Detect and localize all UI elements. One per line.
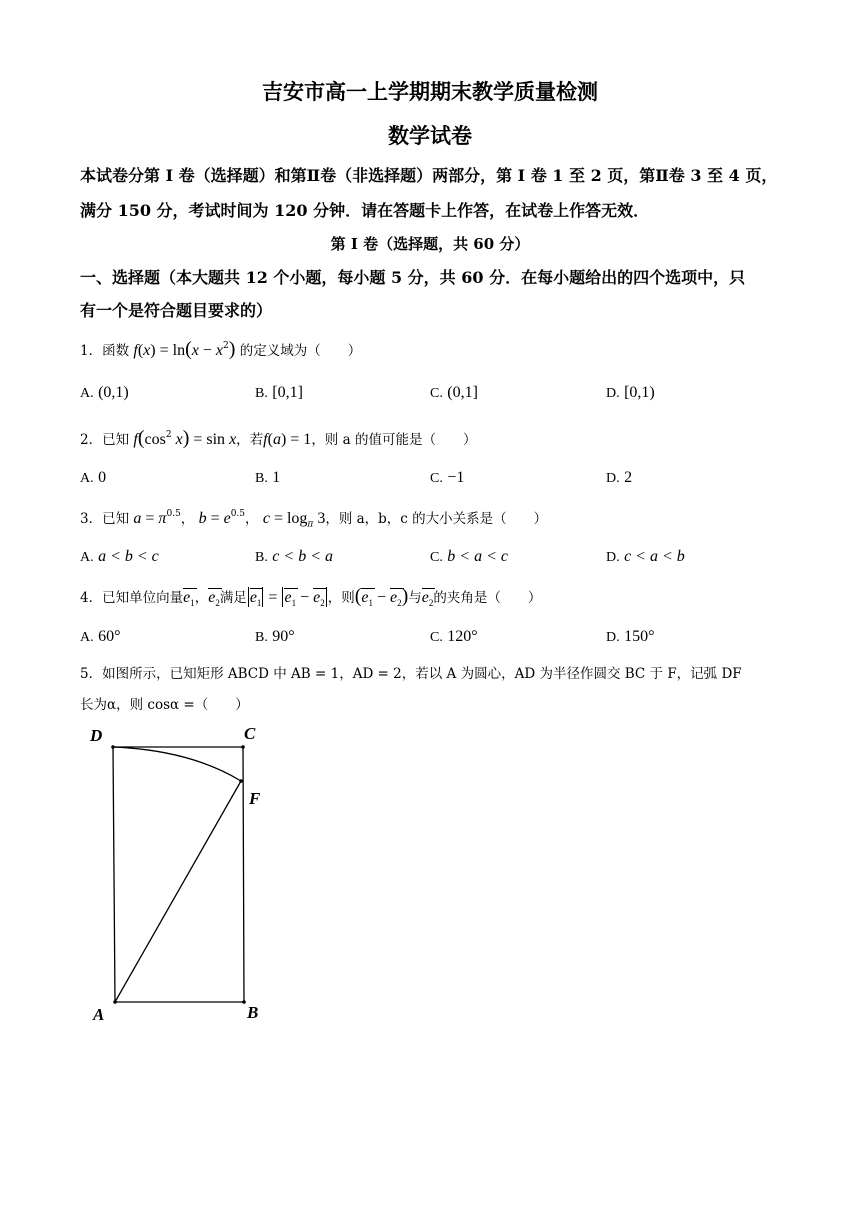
question-2-option-b[interactable]: B. 1	[255, 469, 281, 486]
label-b: B	[247, 1003, 259, 1022]
question-2-option-d[interactable]: D. 2	[606, 469, 633, 486]
rectangle-figure	[80, 720, 280, 1030]
section1-line-1: 一、选择题（本大题共 12 个小题，每小题 5 分，共 60 分．在每小题给出的四个选项中，只	[80, 268, 746, 287]
question-4-option-c[interactable]: C. 120°	[430, 628, 478, 645]
question-3-option-a[interactable]: A. a < b < c	[80, 548, 159, 565]
question-2-option-a[interactable]: A. 0	[80, 469, 107, 486]
arc-df	[113, 747, 241, 781]
question-1-stem: 1．函数 $f(x) = \ln(x - x^2)$ 的定义域为（ ）	[80, 338, 362, 360]
intro-line-1: 本试卷分第 I 卷（选择题）和第Ⅱ卷（非选择题）两部分，第 I 卷 1 至 2 页，第Ⅱ卷 3 至 4 页，	[80, 166, 778, 185]
section1-line-2: 有一个是符合题目要求的）	[80, 301, 273, 320]
exam-subtitle: 数学试卷	[388, 123, 472, 148]
edge-cb	[243, 747, 244, 1002]
edge-da	[113, 747, 115, 1002]
question-1-option-b[interactable]: B. [0,1]	[255, 384, 303, 401]
question-4-option-a[interactable]: A. 60°	[80, 628, 121, 645]
question-3-stem: 3．已知 $a = \pi^{0.5}$， $b = e^{0.5}$， $c = \log_\pi 3$，则 a，b，c 的大小关系是（ ）	[80, 509, 548, 530]
exam-title: 吉安市高一上学期期末教学质量检测	[262, 79, 598, 104]
question-1-option-c[interactable]: C. (0,1]	[430, 384, 478, 401]
question-5-stem-line-2: 长为α，则 cosα =（ ）	[80, 697, 249, 713]
question-4-stem: 4．已知单位向量$e_1$，$e_2$满足 $e_1 = e_1 - e_2$ ，则$(e_1 - e_2)$与$e_2$的夹角是（ ）	[80, 585, 542, 609]
question-3-option-b[interactable]: B. c < b < a	[255, 548, 333, 565]
segment-af	[115, 781, 241, 1002]
question-4-option-b[interactable]: B. 90°	[255, 628, 295, 645]
intro-line-2: 满分 150 分，考试时间为 120 分钟．请在答题卡上作答，在试卷上作答无效．	[80, 201, 650, 220]
label-c: C	[244, 724, 256, 743]
part1-heading: 第 I 卷（选择题，共 60 分）	[330, 235, 530, 253]
label-f: F	[249, 789, 261, 808]
question-3-option-d[interactable]: D. c < a < b	[606, 548, 685, 565]
question-3-option-c[interactable]: C. b < a < c	[430, 548, 508, 565]
question-2-stem: 2．已知 $f(\cos^2$ x) = sin x，若f(a) = 1，则 a 的值可能是（ ）	[80, 427, 477, 449]
question-5-stem-line-1: 5．如图所示，已知矩形 ABCD 中 AB = 1，AD = 2，若以 A 为圆心，AD 为半径作圆交 BC 于 F，记弧 DF	[80, 666, 742, 682]
label-a: A	[93, 1005, 105, 1024]
question-4-option-d[interactable]: D. 150°	[606, 628, 655, 645]
question-1-option-a[interactable]: A. (0,1)	[80, 384, 129, 401]
label-d: D	[90, 726, 103, 745]
question-1-option-d[interactable]: D. [0,1)	[606, 384, 655, 401]
question-2-option-c[interactable]: C. −1	[430, 469, 465, 486]
